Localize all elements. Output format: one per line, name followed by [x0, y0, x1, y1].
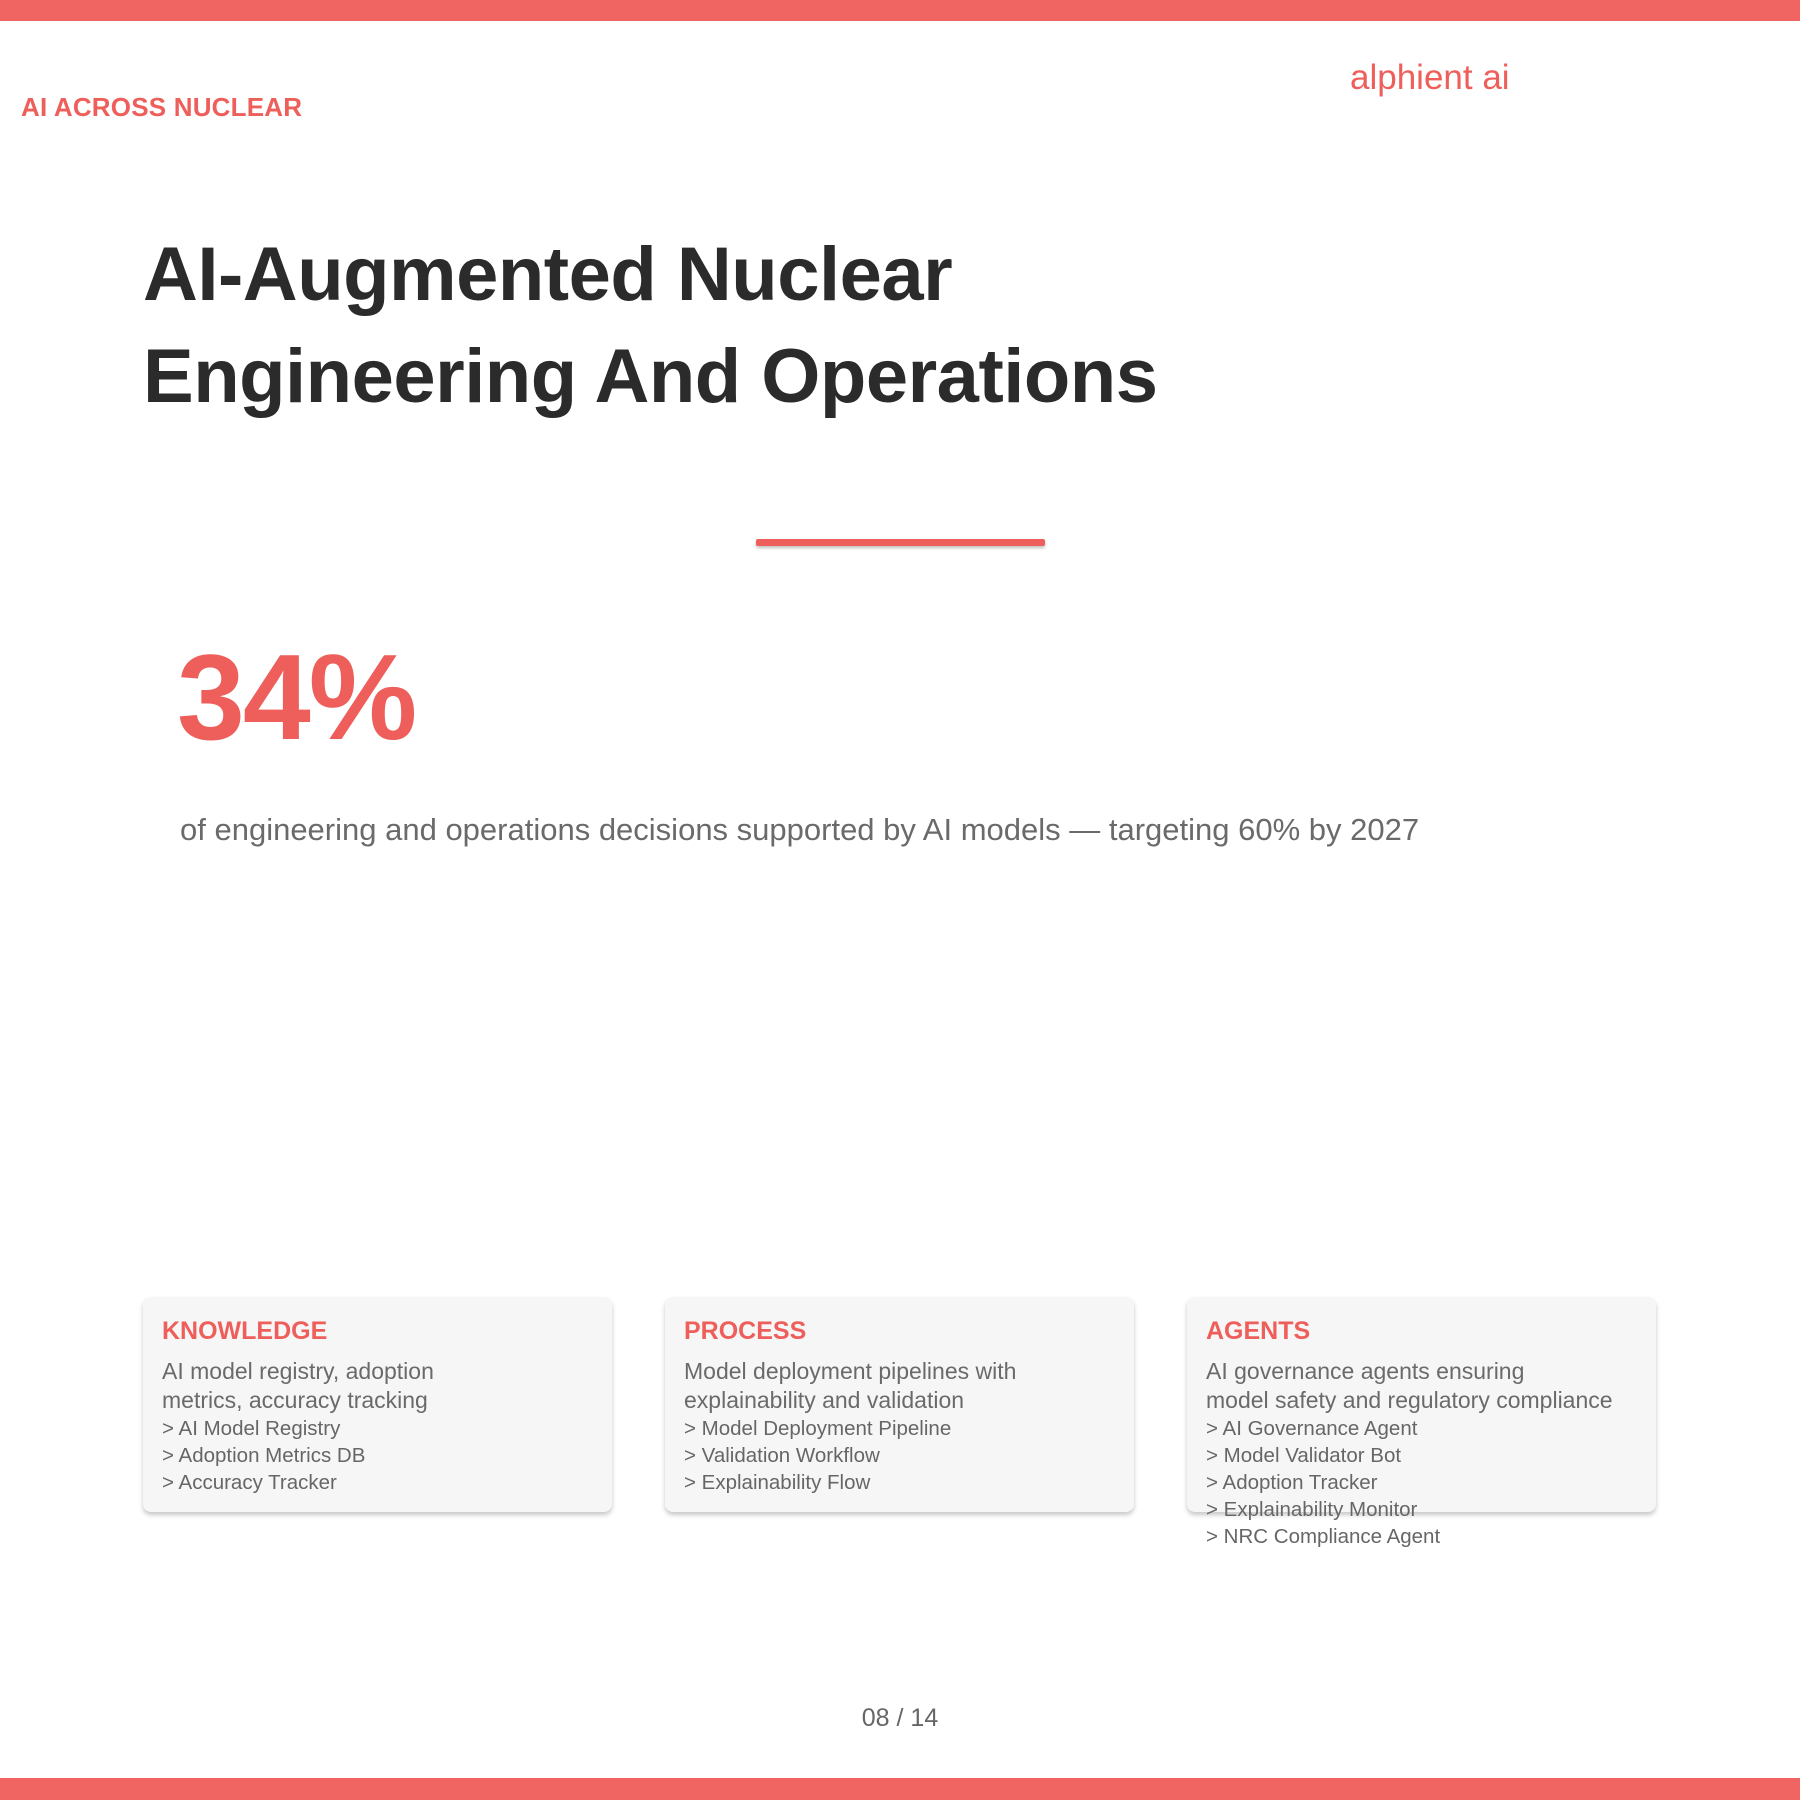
- bottom-accent-bar: [0, 1778, 1800, 1800]
- card-title: PROCESS: [684, 1317, 807, 1345]
- card-agents: [1187, 1297, 1656, 1548]
- list-item: > Validation Workflow: [684, 1444, 880, 1467]
- list-item: > Explainability Monitor: [1206, 1498, 1418, 1521]
- section-label: AI ACROSS NUCLEAR: [21, 92, 303, 122]
- card-description-line: AI governance agents ensuring: [1206, 1358, 1525, 1384]
- card-description-line: explainability and validation: [684, 1387, 965, 1413]
- list-item: > AI Model Registry: [162, 1417, 341, 1440]
- card-description: [162, 1357, 593, 1415]
- list-item: > Accuracy Tracker: [162, 1471, 337, 1494]
- title-divider: [756, 539, 1045, 546]
- card-item-list: [684, 1415, 1115, 1496]
- card-description: [1206, 1357, 1637, 1415]
- card-item-list: [1206, 1415, 1637, 1550]
- card-process: [665, 1297, 1134, 1512]
- list-item: > AI Governance Agent: [1206, 1417, 1418, 1440]
- card-description-line: metrics, accuracy tracking: [162, 1387, 428, 1413]
- card-knowledge: [143, 1297, 612, 1512]
- slide-title-line-1: AI-Augmented Nuclear: [143, 232, 953, 317]
- card-title: AGENTS: [1206, 1317, 1311, 1345]
- list-item: > NRC Compliance Agent: [1206, 1525, 1441, 1548]
- page-number: 08 / 14: [861, 1704, 939, 1732]
- card-description-line: Model deployment pipelines with: [684, 1358, 1017, 1384]
- list-item: > Explainability Flow: [684, 1471, 871, 1494]
- card-item-list: [162, 1415, 593, 1496]
- card-description-line: AI model registry, adoption: [162, 1358, 434, 1384]
- top-accent-bar: [0, 0, 1800, 21]
- stat-description: of engineering and operations decisions supported by AI models — targeting 60% by 2027: [180, 812, 1420, 847]
- stat-value: 34%: [177, 629, 416, 765]
- slide-title-line-2: Engineering And Operations: [143, 334, 1158, 419]
- list-item: > Model Deployment Pipeline: [684, 1417, 952, 1440]
- slide-title: [143, 224, 1443, 428]
- list-item: > Adoption Tracker: [1206, 1471, 1378, 1494]
- brand-logo-text: alphient ai: [1350, 58, 1510, 97]
- list-item: > Adoption Metrics DB: [162, 1444, 366, 1467]
- card-title: KNOWLEDGE: [162, 1317, 328, 1345]
- list-item: > Model Validator Bot: [1206, 1444, 1402, 1467]
- card-description: [684, 1357, 1115, 1415]
- card-description-line: model safety and regulatory compliance: [1206, 1387, 1613, 1413]
